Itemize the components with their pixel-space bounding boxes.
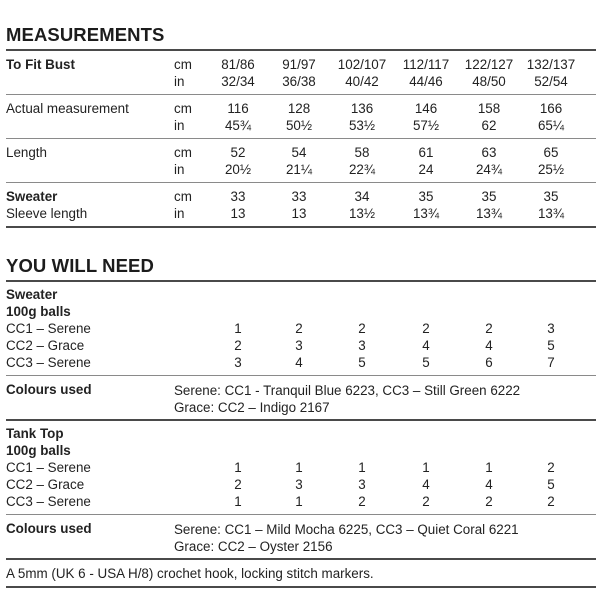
unit-cm: cm xyxy=(174,189,192,204)
value-cell: 34 xyxy=(354,189,370,204)
measurements-heading: MEASUREMENTS xyxy=(6,24,165,45)
value-cell: 116 xyxy=(227,101,249,116)
value-cell: 63 xyxy=(481,145,497,160)
value-cell: 20½ xyxy=(224,162,252,177)
hook-note: A 5mm (UK 6 - USA H/8) crochet hook, locking stitch markers. xyxy=(6,566,374,581)
value-cell: 146 xyxy=(414,101,438,116)
value-cell: 2 xyxy=(547,494,555,509)
divider xyxy=(6,226,596,228)
value-cell: 54 xyxy=(291,145,307,160)
divider xyxy=(6,586,596,588)
row-label: Actual measurement xyxy=(6,101,129,116)
value-cell: 13¾ xyxy=(475,206,503,221)
yarn-row-label: CC3 – Serene xyxy=(6,355,91,370)
value-cell: 52/54 xyxy=(534,74,568,89)
value-cell: 25½ xyxy=(537,162,565,177)
yarn-row-label: CC1 – Serene xyxy=(6,321,91,336)
value-cell: 35 xyxy=(418,189,434,204)
divider xyxy=(6,375,596,376)
yarn-row-label: CC3 – Serene xyxy=(6,494,91,509)
colours-line: Grace: CC2 – Indigo 2167 xyxy=(174,400,330,415)
yarn-row-label: CC2 – Grace xyxy=(6,477,85,492)
unit-in: in xyxy=(174,118,185,133)
value-cell: 24¾ xyxy=(475,162,503,177)
value-cell: 1 xyxy=(422,460,430,475)
value-cell: 4 xyxy=(485,338,493,353)
value-cell: 32/34 xyxy=(221,74,255,89)
divider xyxy=(6,94,596,95)
value-cell: 2 xyxy=(234,338,242,353)
value-cell: 61 xyxy=(418,145,434,160)
value-cell: 1 xyxy=(358,460,366,475)
value-cell: 3 xyxy=(295,338,303,353)
value-cell: 5 xyxy=(422,355,430,370)
value-cell: 65 xyxy=(543,145,559,160)
row-label: Length xyxy=(6,145,47,160)
value-cell: 136 xyxy=(350,101,374,116)
row-label: To Fit Bust xyxy=(6,57,75,72)
value-cell: 158 xyxy=(477,101,501,116)
value-cell: 13 xyxy=(230,206,246,221)
value-cell: 44/46 xyxy=(409,74,443,89)
value-cell: 3 xyxy=(358,477,366,492)
divider xyxy=(6,514,596,515)
value-cell: 13¾ xyxy=(537,206,565,221)
value-cell: 2 xyxy=(358,321,366,336)
value-cell: 128 xyxy=(287,101,311,116)
value-cell: 2 xyxy=(485,494,493,509)
divider xyxy=(6,138,596,139)
sweater-subtitle: 100g balls xyxy=(6,304,71,319)
value-cell: 1 xyxy=(234,460,242,475)
value-cell: 2 xyxy=(485,321,493,336)
colours-used-label: Colours used xyxy=(6,382,92,397)
value-cell: 91/97 xyxy=(282,57,316,72)
divider xyxy=(6,419,596,421)
value-cell: 102/107 xyxy=(337,57,387,72)
value-cell: 1 xyxy=(234,321,242,336)
divider xyxy=(6,558,596,560)
yarn-row-label: CC2 – Grace xyxy=(6,338,85,353)
value-cell: 58 xyxy=(354,145,370,160)
value-cell: 36/38 xyxy=(282,74,316,89)
value-cell: 1 xyxy=(295,494,303,509)
value-cell: 48/50 xyxy=(472,74,506,89)
unit-cm: cm xyxy=(174,101,192,116)
value-cell: 166 xyxy=(539,101,563,116)
value-cell: 122/127 xyxy=(464,57,514,72)
value-cell: 5 xyxy=(547,338,555,353)
unit-cm: cm xyxy=(174,145,192,160)
divider xyxy=(6,49,596,51)
value-cell: 7 xyxy=(547,355,555,370)
value-cell: 35 xyxy=(481,189,497,204)
value-cell: 2 xyxy=(422,321,430,336)
colours-used-label: Colours used xyxy=(6,521,92,536)
value-cell: 2 xyxy=(234,477,242,492)
value-cell: 4 xyxy=(295,355,303,370)
unit-in: in xyxy=(174,162,185,177)
value-cell: 132/137 xyxy=(526,57,576,72)
value-cell: 112/117 xyxy=(402,57,450,72)
value-cell: 50½ xyxy=(285,118,313,133)
value-cell: 45¾ xyxy=(224,118,252,133)
colours-line: Grace: CC2 – Oyster 2156 xyxy=(174,539,333,554)
value-cell: 1 xyxy=(485,460,493,475)
yarn-row-label: CC1 – Serene xyxy=(6,460,91,475)
value-cell: 35 xyxy=(543,189,559,204)
value-cell: 62 xyxy=(481,118,497,133)
value-cell: 65¼ xyxy=(537,118,565,133)
value-cell: 52 xyxy=(230,145,246,160)
value-cell: 33 xyxy=(230,189,246,204)
value-cell: 1 xyxy=(295,460,303,475)
divider xyxy=(6,182,596,183)
tank-top-title: Tank Top xyxy=(6,426,64,441)
value-cell: 2 xyxy=(547,460,555,475)
value-cell: 6 xyxy=(485,355,493,370)
divider xyxy=(6,280,596,282)
value-cell: 1 xyxy=(234,494,242,509)
value-cell: 3 xyxy=(295,477,303,492)
value-cell: 57½ xyxy=(412,118,440,133)
value-cell: 2 xyxy=(422,494,430,509)
value-cell: 81/86 xyxy=(221,57,255,72)
unit-cm: cm xyxy=(174,57,192,72)
sweater-title: Sweater xyxy=(6,287,58,302)
unit-in: in xyxy=(174,206,185,221)
value-cell: 21¼ xyxy=(285,162,313,177)
value-cell: 22¾ xyxy=(348,162,376,177)
you-will-need-heading: YOU WILL NEED xyxy=(6,255,154,276)
value-cell: 2 xyxy=(358,494,366,509)
value-cell: 24 xyxy=(418,162,434,177)
colours-line: Serene: CC1 – Mild Mocha 6225, CC3 – Quiet Coral 6221 xyxy=(174,522,519,537)
value-cell: 40/42 xyxy=(345,74,379,89)
value-cell: 5 xyxy=(358,355,366,370)
row-label: Sweater xyxy=(6,189,58,204)
colours-line: Serene: CC1 - Tranquil Blue 6223, CC3 – Still Green 6222 xyxy=(174,383,521,398)
value-cell: 13½ xyxy=(348,206,376,221)
value-cell: 3 xyxy=(358,338,366,353)
unit-in: in xyxy=(174,74,185,89)
value-cell: 5 xyxy=(547,477,555,492)
value-cell: 3 xyxy=(234,355,242,370)
value-cell: 53½ xyxy=(348,118,376,133)
tank-top-subtitle: 100g balls xyxy=(6,443,71,458)
value-cell: 33 xyxy=(291,189,307,204)
value-cell: 2 xyxy=(295,321,303,336)
value-cell: 13 xyxy=(291,206,307,221)
value-cell: 4 xyxy=(422,477,430,492)
value-cell: 3 xyxy=(547,321,555,336)
value-cell: 13¾ xyxy=(412,206,440,221)
value-cell: 4 xyxy=(485,477,493,492)
value-cell: 4 xyxy=(422,338,430,353)
row-label: Sleeve length xyxy=(6,206,88,221)
